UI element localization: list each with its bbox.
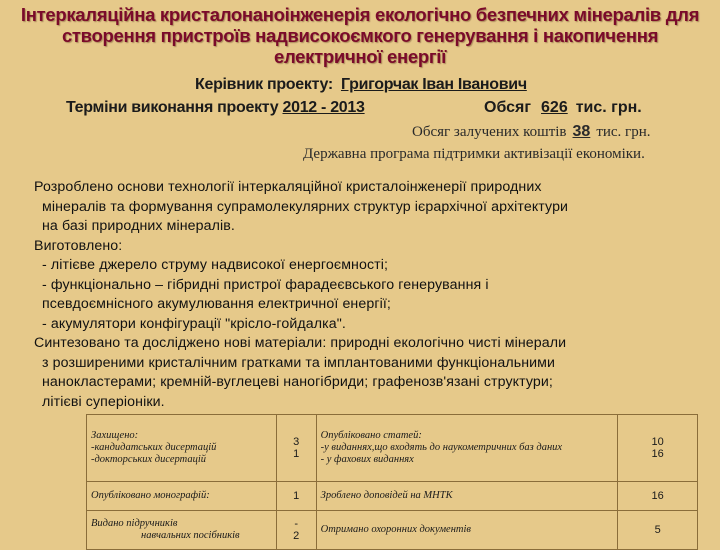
project-volume <box>484 99 642 117</box>
monographs-count: 1 <box>276 482 316 511</box>
description-line: на базі природних мінералів. <box>42 218 235 234</box>
doctoral-count: 1 <box>293 448 300 460</box>
state-program: Державна програма підтримки активізації економіки. <box>303 146 645 162</box>
articles-label: Опубліковано статей: <box>320 430 422 441</box>
monographs-label: Опубліковано монографій: <box>87 482 277 511</box>
patents-label: Отримано охоронних документів <box>316 511 618 550</box>
manuals-count: 2 <box>293 530 300 542</box>
textbooks-count-cell <box>276 511 316 550</box>
project-description <box>34 178 704 412</box>
description-line: - функціонально – гібридні пристрої фарадеєвського генерування і <box>42 276 489 293</box>
table-row <box>87 482 698 511</box>
dissertations-label-cell <box>87 415 277 482</box>
candidate-count: 3 <box>293 436 300 448</box>
articles-prof-label: - у фахових виданнях <box>320 454 414 465</box>
project-terms <box>66 99 365 117</box>
candidate-label: -кандидатських дисертацій <box>91 442 217 453</box>
description-line: мінералів та формування супрамолекулярних структур ієрархічної архітектури <box>42 198 569 215</box>
description-line: нанокластерами; кремній-вуглецеві наногібриди; графенозв'язані структури; <box>42 374 553 390</box>
doctoral-label: -докторських дисертацій <box>91 454 207 465</box>
project-title <box>0 4 720 67</box>
dissertations-count-cell <box>276 415 316 482</box>
leader-name: Григорчак Іван Іванович <box>340 76 527 93</box>
leader-label: Керівник проекту: <box>195 76 333 93</box>
description-line: літієві суперіоніки. <box>42 393 165 410</box>
defended-label: Захищено: <box>91 430 139 441</box>
articles-db-count: 10 <box>651 436 664 448</box>
funds-label: Обсяг залучених коштів <box>412 124 567 140</box>
volume-value: 626 <box>541 99 568 116</box>
funds-value: 38 <box>572 123 591 140</box>
description-line: - акумулятори конфігурації "крісло-гойдалка". <box>42 315 346 332</box>
articles-prof-count: 16 <box>651 448 664 460</box>
reports-label: Зроблено доповідей на МНТК <box>316 482 618 511</box>
title-line-3: електричної енергії <box>273 46 447 67</box>
volume-unit: тис. грн. <box>575 99 642 116</box>
description-line: псевдоємнісного акумулювання електричної енергії; <box>42 296 391 312</box>
funds-unit: тис. грн. <box>596 124 651 140</box>
articles-count-cell <box>618 415 698 482</box>
patents-count: 5 <box>618 511 698 550</box>
title-line-1: Інтеркаляційна кристалонаноінженерія екологічно безпечних мінералів для <box>20 4 700 25</box>
articles-label-cell <box>316 415 618 482</box>
volume-label: Обсяг <box>484 99 532 116</box>
description-line: Розроблено основи технології інтеркаляційної кристалоінженерії природних <box>34 179 542 195</box>
project-leader <box>195 76 527 94</box>
table-row <box>87 511 698 550</box>
description-line: Синтезовано та досліджено нові матеріали: природні екологічно чисті мінерали <box>34 335 567 351</box>
articles-db-label: -у виданнях,що входять до наукометричних баз даних <box>320 442 563 453</box>
description-line: - літієве джерело струму надвисокої енергоємності; <box>42 257 389 273</box>
reports-count: 16 <box>618 482 698 511</box>
results-table <box>86 414 698 550</box>
manuals-label: навчальних посібників <box>141 530 240 541</box>
terms-label: Терміни виконання проекту <box>66 99 279 116</box>
table-row <box>87 415 698 482</box>
textbooks-count: - <box>294 518 299 530</box>
textbooks-label: Видано підручників <box>91 518 178 529</box>
terms-value: 2012 - 2013 <box>282 99 365 116</box>
attracted-funds <box>412 123 650 141</box>
description-line: Виготовлено: <box>34 237 123 254</box>
description-line: з розширеними кристалічним гратками та імплантованими функціональними <box>42 354 556 371</box>
title-line-2: створення пристроїв надвисокоємкого генерування і накопичення <box>61 25 659 46</box>
textbooks-label-cell <box>87 511 277 550</box>
